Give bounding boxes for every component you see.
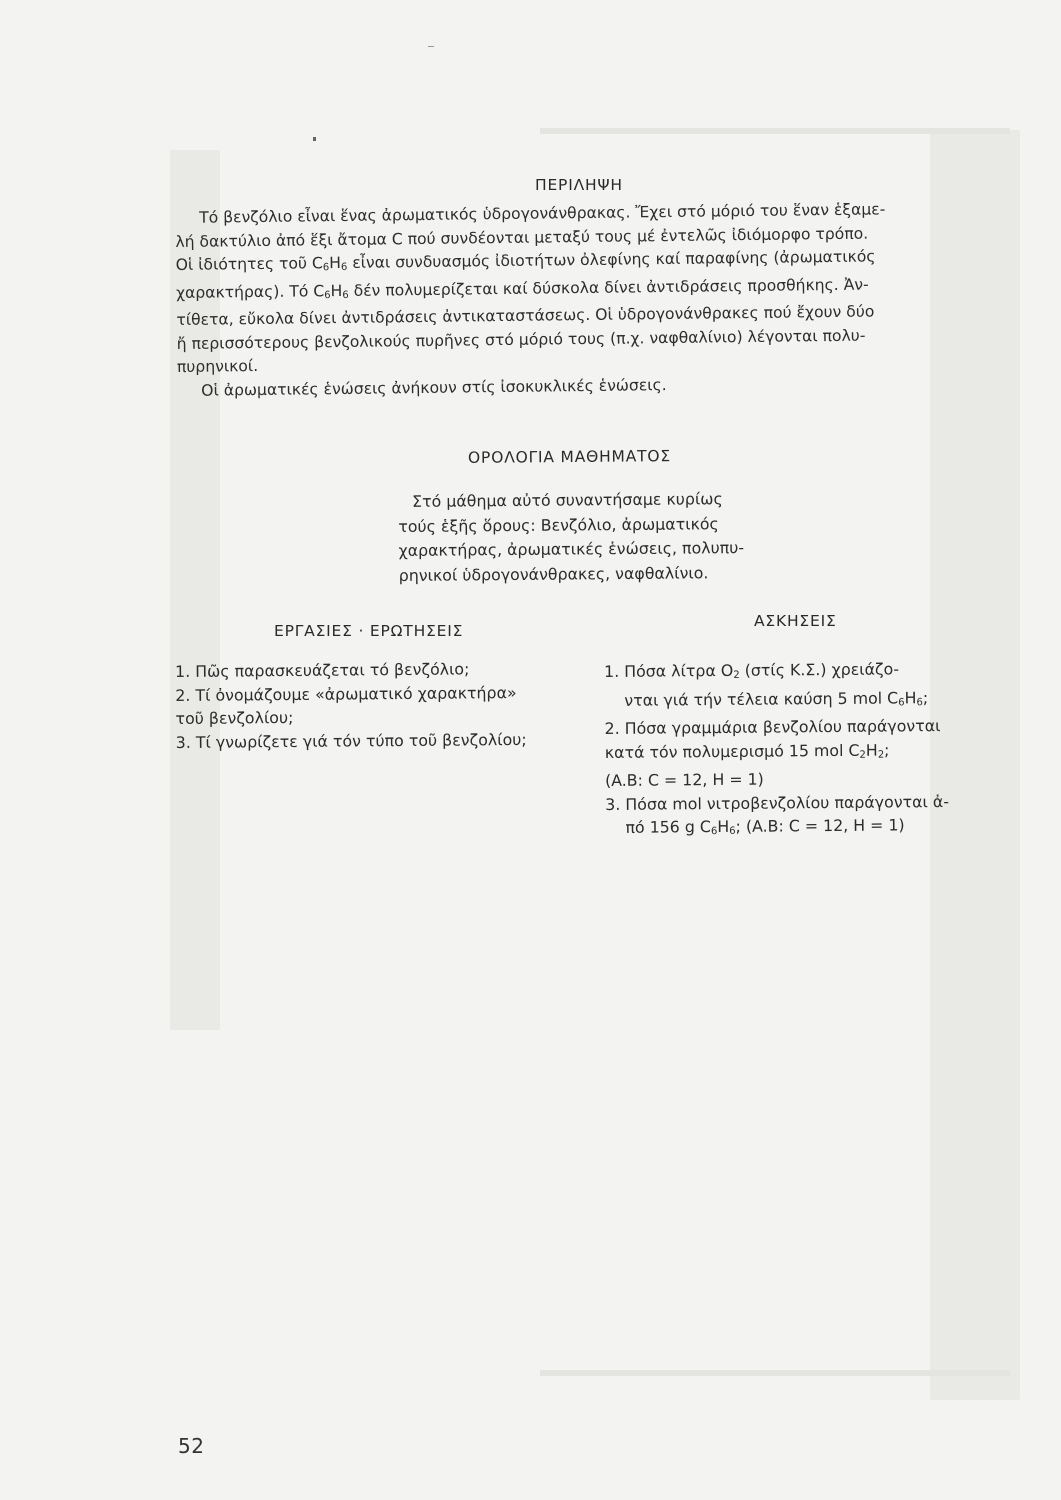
summary-line: Τό βενζόλιο εἶναι ἕνας ἀρωματικός ὑδρογονάνθρακας. Ἔχει στό μόριό του ἕναν ἑξαμε- — [199, 200, 886, 227]
exercise-item: 2. Πόσα γραμμάρια βενζολίου παράγονται — [604, 716, 941, 738]
question-item: 2. Τί ὀνομάζουμε «ἀρωματικό χαρακτήρα» — [175, 682, 517, 705]
exercise-item-continuation: κατά τόν πολυμερισμό 15 mol $C_2H_2$; — [604, 740, 890, 762]
summary-last-paragraph: Οἱ ἀρωματικές ἑνώσεις ἀνήκουν στίς ἰσοκυκλικές ἑνώσεις. — [201, 375, 667, 400]
terminology-line: χαρακτήρας, ἀρωματικές ἑνώσεις, πολυπυ- — [398, 537, 745, 560]
summary-text — [175, 197, 1017, 403]
terminology-text — [398, 486, 819, 588]
print-speck — [428, 46, 434, 47]
bleed-through-line — [540, 128, 1010, 134]
questions-heading: ΕΡΓΑΣΙΕΣ · ΕΡΩΤΗΣΕΙΣ — [274, 622, 464, 640]
terminology-heading: ΟΡΟΛΟΓΙΑ ΜΑΘΗΜΑΤΟΣ — [467, 447, 672, 467]
question-item: 1. Πῶς παρασκευάζεται τό βενζόλιο; — [175, 659, 470, 681]
bleed-through-line — [540, 1370, 1010, 1376]
question-item: 3. Τί γνωρίζετε γιά τόν τύπο τοῦ βενζολίου; — [175, 729, 527, 752]
exercise-item: 3. Πόσα mol νιτροβενζολίου παράγονται ἀ- — [605, 791, 950, 814]
exercise-item-continuation: νται γιά τήν τέλεια καύση 5 mol $C_6H_6$; — [624, 687, 929, 710]
print-speck — [313, 137, 316, 141]
question-item-continuation: τοῦ βενζολίου; — [175, 707, 294, 728]
exercises-list — [604, 656, 1026, 844]
summary-line: λή δακτύλιο ἀπό ἕξι ἄτομα C πού συνδέονται μεταξύ τους μέ ἐντελῶς ἰδιόμορφο τρόπο. — [175, 224, 869, 251]
terminology-line: ρηνικοί ὑδρογονάνθρακες, ναφθαλίνιο. — [398, 562, 709, 585]
exercise-item: 1. Πόσα λίτρα $O_2$ (στίς Κ.Σ.) χρειάζο- — [604, 659, 900, 681]
terminology-line: τούς ἑξῆς ὅρους: Βενζόλιο, ἀρωματικός — [398, 513, 719, 536]
summary-line: Οἱ ἰδιότητες τοῦ $C_6H_6$ εἶναι συνδυασμός ἰδιοτήτων ὀλεφίνης καί παραφίνης (ἀρωματικός — [175, 247, 876, 274]
exercise-item-continuation: πό 156 g $C_6H_6$; (A.B: C = 12, H = 1) — [625, 815, 905, 838]
summary-heading: ΠΕΡΙΛΗΨΗ — [535, 176, 623, 194]
summary-line: τίθετα, εὔκολα δίνει ἀντιδράσεις ἀντικαταστάσεως. Οἱ ὑδρογονάνθρακες πού ἔχουν δύο — [176, 302, 875, 329]
summary-line: χαρακτήρας). Τό $C_6H_6$ δέν πολυμερίζεται καί δύσκολα δίνει ἀντιδράσεις προσθήκης. Ἀν- — [175, 275, 869, 302]
terminology-line: Στό μάθημα αὐτό συναντήσαμε κυρίως — [412, 489, 723, 511]
page-number: 52 — [178, 1434, 205, 1458]
exercise-item-atomic-weights: (A.B: C = 12, H = 1) — [604, 769, 764, 790]
summary-line: ἤ περισσότερους βενζολικούς πυρῆνες στό μόριό τους (π.χ. ναφθαλίνιο) λέγονται πολυ- — [176, 326, 866, 353]
summary-line: πυρηνικοί. — [176, 356, 259, 376]
questions-list — [175, 656, 596, 754]
exercises-heading: ΑΣΚΗΣΕΙΣ — [754, 612, 837, 630]
